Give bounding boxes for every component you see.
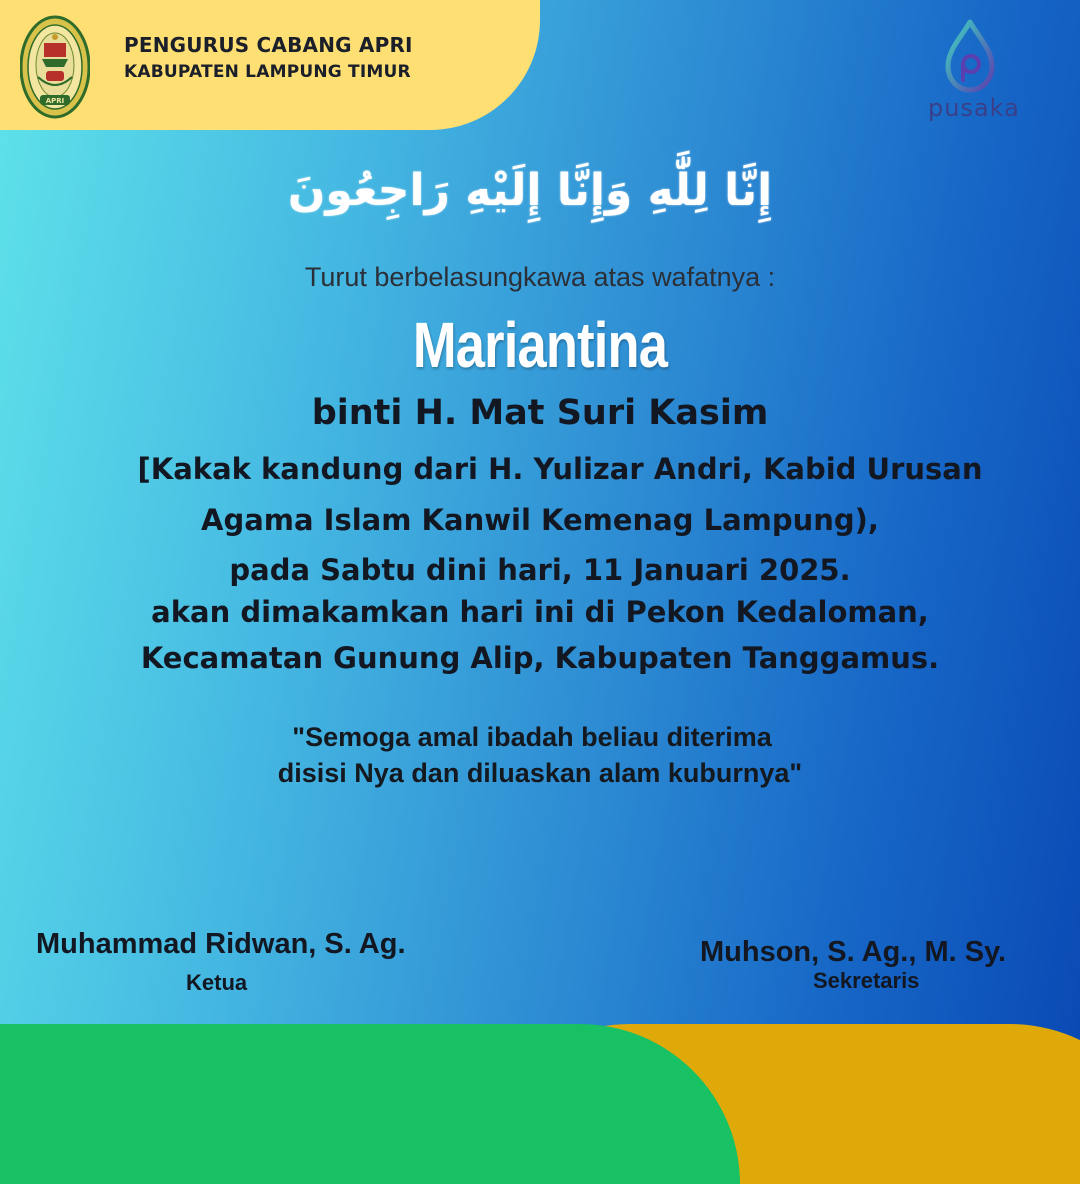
arabic-calligraphy xyxy=(287,140,773,240)
deceased-parent: binti H. Mat Suri Kasim xyxy=(311,393,769,433)
pusaka-brand-name: pusaka xyxy=(928,94,1020,122)
secretary-role: Sekretaris xyxy=(813,968,920,993)
calligraphy-text: إِنَّا لِلَّٰهِ وَإِنَّا إِلَيْهِ رَاجِعُونَ xyxy=(287,164,773,216)
condolence-text: Turut berbelasungkawa atas wafatnya : xyxy=(304,262,776,292)
prayer-line-1: "Semoga amal ibadah beliau diterima xyxy=(292,722,772,752)
detail-line-5: Kecamatan Gunung Alip, Kabupaten Tanggamus. xyxy=(140,641,940,675)
detail-line-2: Agama Islam Kanwil Kemenag Lampung), xyxy=(201,503,879,537)
detail-line-3: pada Sabtu dini hari, 11 Januari 2025. xyxy=(229,553,851,587)
bottom-wave-green xyxy=(0,1024,740,1184)
chair-role: Ketua xyxy=(186,970,248,995)
pusaka-droplet-icon xyxy=(942,18,998,94)
detail-line-1: [Kakak kandung dari H. Yulizar Andri, Kabid Urusan xyxy=(137,452,983,486)
secretary-name: Muhson, S. Ag., M. Sy. xyxy=(700,936,1007,968)
chair-name: Muhammad Ridwan, S. Ag. xyxy=(36,928,406,960)
prayer-line-2: disisi Nya dan diluaskan alam kuburnya" xyxy=(277,758,803,788)
deceased-name: Mariantina xyxy=(412,309,668,381)
detail-line-4: akan dimakamkan hari ini di Pekon Kedaloman, xyxy=(151,595,929,629)
org-title: PENGURUS CABANG APRI xyxy=(124,33,413,57)
org-subtitle: KABUPATEN LAMPUNG TIMUR xyxy=(124,62,411,82)
svg-text:APRI: APRI xyxy=(45,97,65,105)
apri-emblem-icon xyxy=(20,15,90,119)
